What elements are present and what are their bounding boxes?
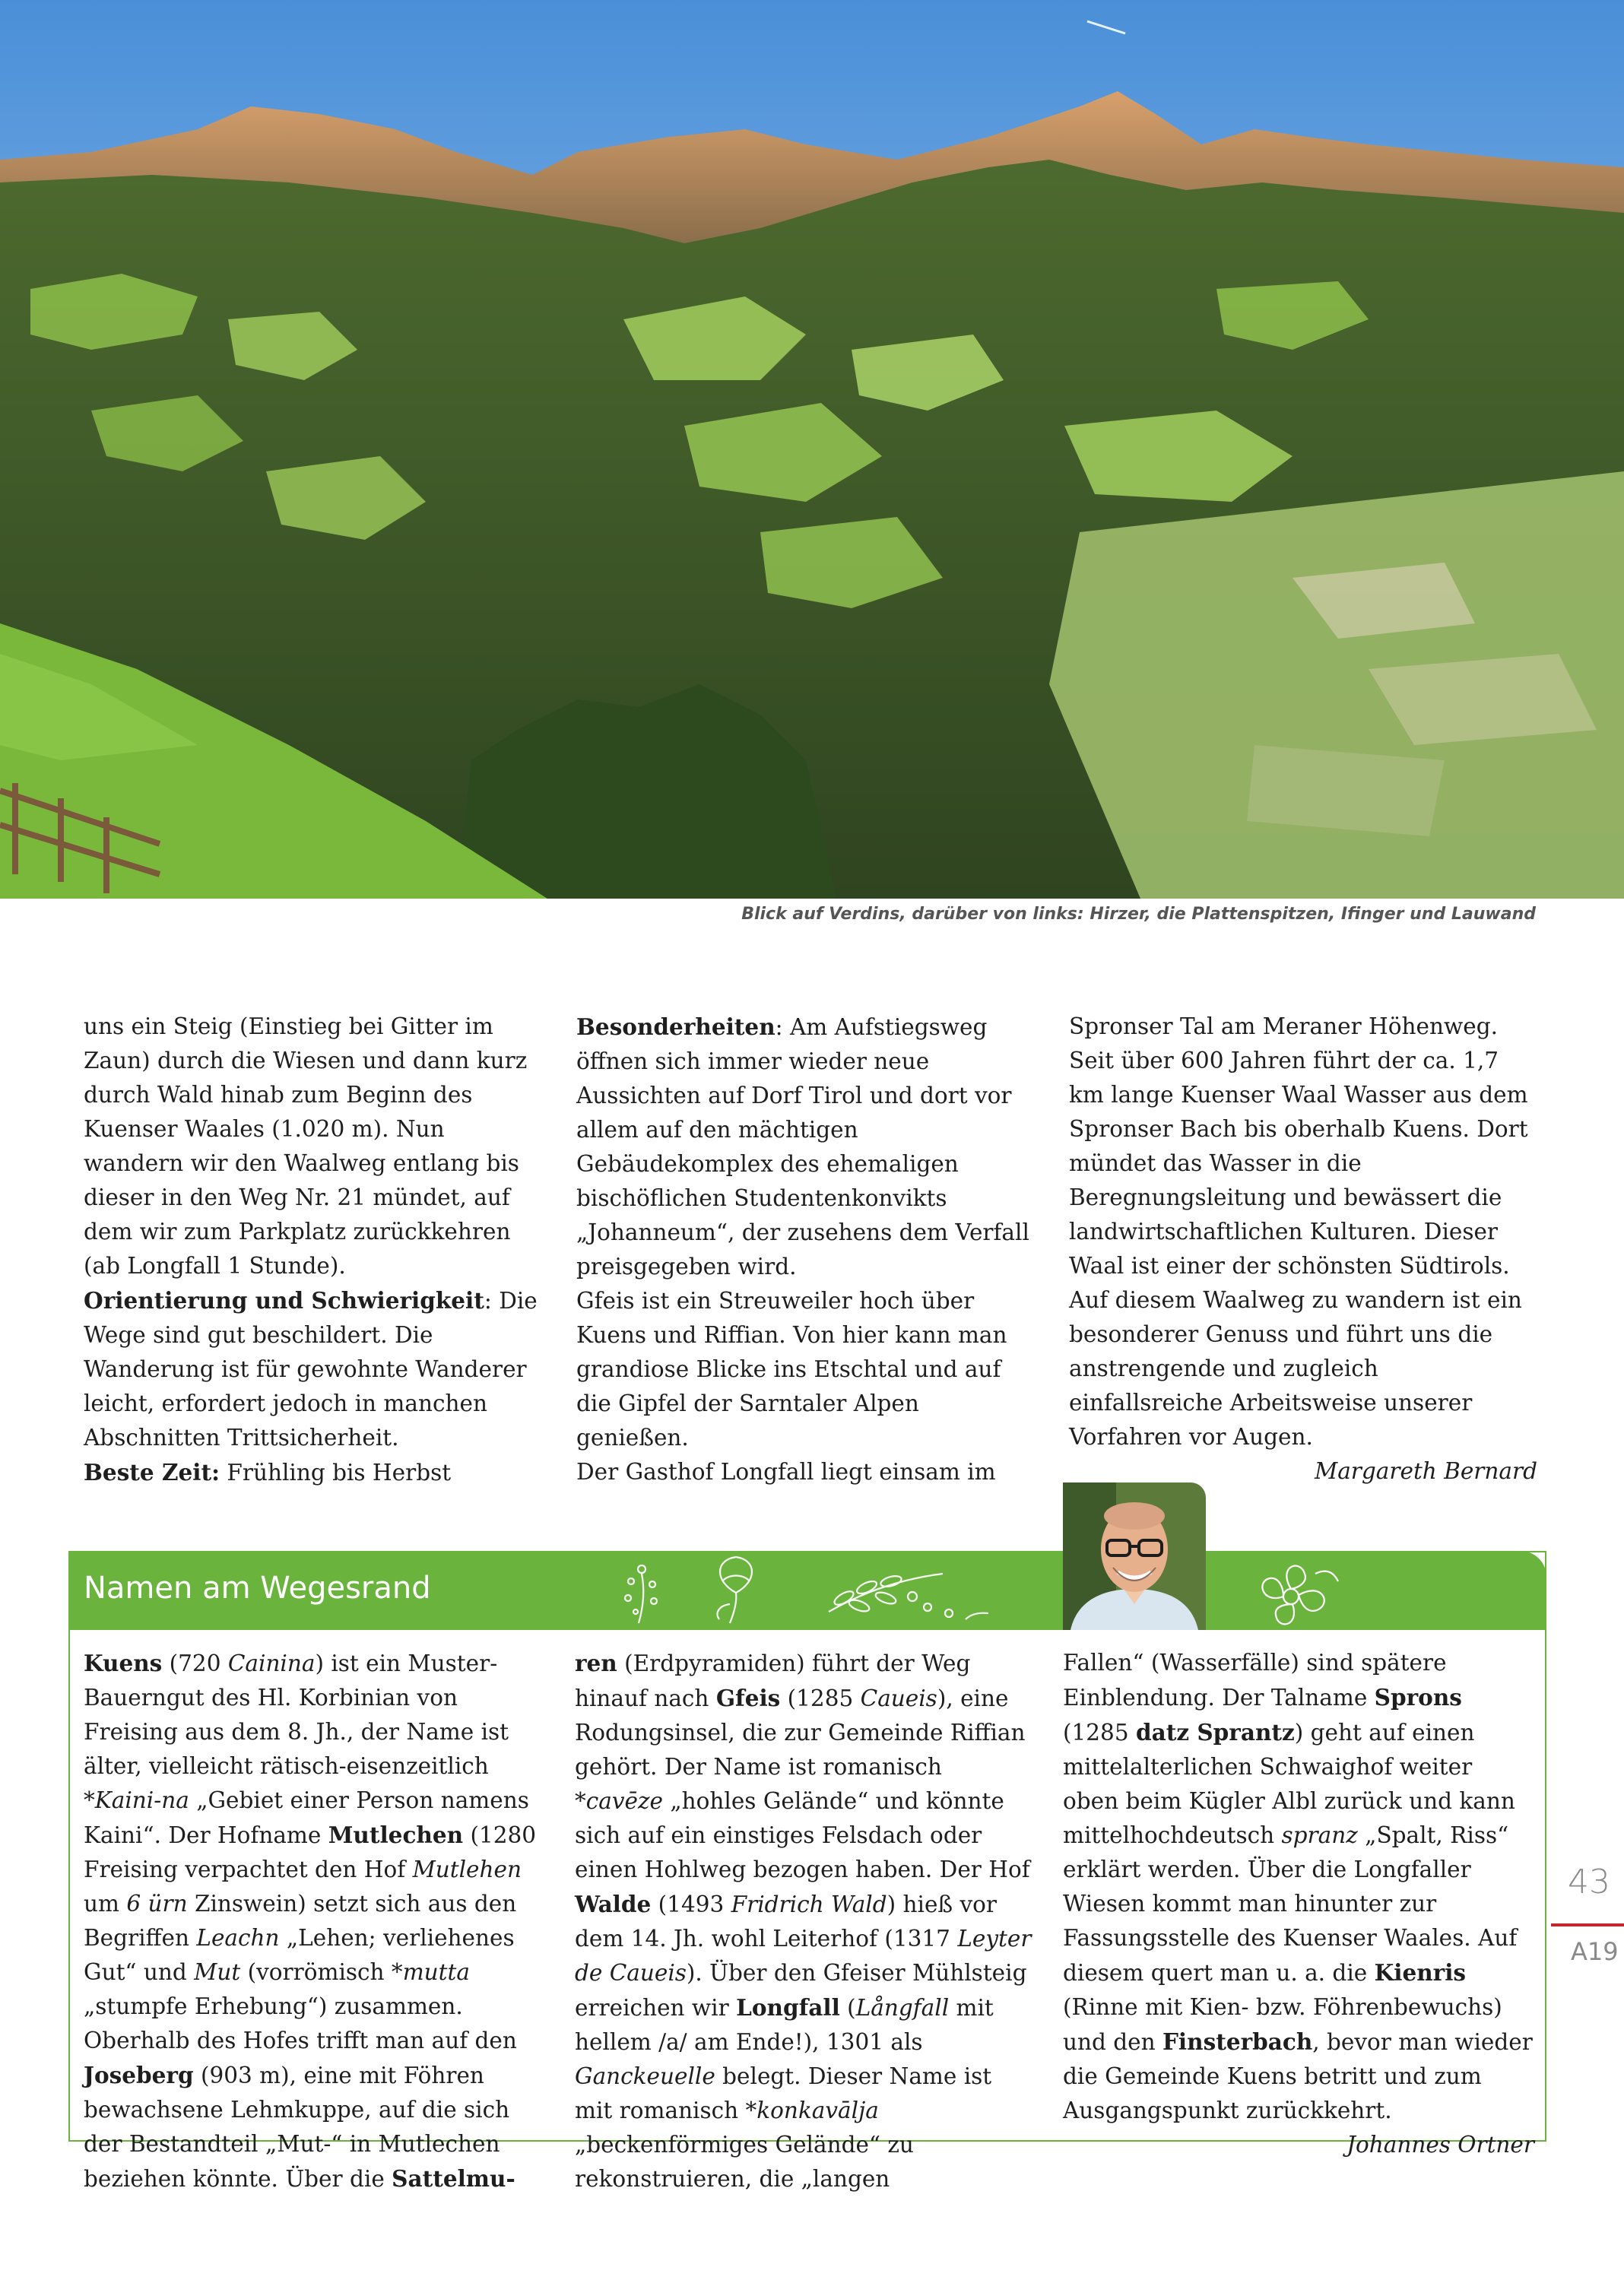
names-box-title: Namen am Wegesrand bbox=[84, 1571, 431, 1606]
place-name: ren bbox=[575, 1650, 617, 1676]
names-paragraph bbox=[84, 1646, 550, 2196]
place-name: Gfeis bbox=[715, 1685, 781, 1711]
place-name: Mutlechen bbox=[328, 1822, 464, 1848]
text-run: ) geht auf einen mittelalterlichen Schwaighof weiter oben beim Kügler Albl zurück und kann mittelhochdeutsch bbox=[1063, 1720, 1515, 1848]
place-name: Kuens bbox=[84, 1650, 163, 1676]
article-text: : Am Aufstiegsweg öffnen sich immer wieder neue Aussichten auf Dorf Tirol und dort vor allem auf den mächtigen Gebäudekomplex des ehemaligen bischöflichen Studentenkonvikts „Johanneum“, der zusehens dem Verfall preisgegeben wird. bbox=[576, 1014, 1029, 1280]
historic-form: Kaini-na bbox=[94, 1787, 189, 1813]
historic-form: Caueis bbox=[860, 1685, 937, 1711]
historic-form: Cainina bbox=[227, 1651, 316, 1676]
flower-icon bbox=[1247, 1551, 1361, 1630]
article-paragraph: Spronser Tal am Meraner Höhenweg. bbox=[1069, 1013, 1498, 1039]
text-run: mit hellem /a/ am Ende!), 1301 als bbox=[575, 1995, 994, 2055]
text-run: „beckenförmiges Gelände“ zu rekonstruieren, die „langen bbox=[575, 2132, 914, 2192]
article-text: Frühling bis Herbst bbox=[220, 1460, 452, 1486]
article-paragraph: Gfeis ist ein Streuweiler hoch über Kuens und Riffian. Von hier kann man grandiose Blicke ins Etschtal und auf die Gipfel der Sarntaler Alpen genießen. bbox=[576, 1288, 1007, 1451]
names-column-2 bbox=[575, 1646, 1036, 2196]
names-paragraph bbox=[1063, 1646, 1534, 2128]
names-paragraph bbox=[575, 1646, 1036, 2196]
place-name: datz Sprantz bbox=[1135, 1719, 1295, 1746]
text-run: belegt. Dieser Name ist mit romanisch * bbox=[575, 2063, 992, 2123]
text-run: (1285 bbox=[1063, 1720, 1136, 1746]
historic-form: Långfall bbox=[855, 1995, 950, 2021]
text-run: (1285 bbox=[780, 1685, 861, 1711]
place-name: Longfall bbox=[736, 1994, 840, 2021]
text-run: „hohles Gelände“ und könnte sich auf ein einstiges Felsdach oder einen Hohlweg bezogen haben. Der Hof bbox=[575, 1788, 1030, 1882]
historic-form: spranz bbox=[1281, 1822, 1358, 1848]
article-column-1 bbox=[84, 1010, 544, 1490]
article-column-2 bbox=[576, 1010, 1037, 1489]
section-heading: Beste Zeit: bbox=[84, 1459, 220, 1486]
article-paragraph: Der Gasthof Longfall liegt einsam im bbox=[576, 1459, 996, 1485]
text-run: Zinswein) setzt sich aus den Begriffen bbox=[84, 1891, 517, 1951]
place-name: Finsterbach bbox=[1162, 2028, 1313, 2055]
names-column-3 bbox=[1063, 1646, 1534, 2162]
article-text: uns ein Steig (Einstieg bei Gitter im Zaun) durch die Wiesen und dann kurz durch Wald hinab zum Beginn des Kuenser Waales (1.020 m). Nun wandern wir den Waalweg entlang bis dieser in den Weg Nr. 21 mündet, auf dem wir zum Parkplatz zurückkehren (ab Longfall 1 Stunde). bbox=[84, 1013, 528, 1279]
text-run: ). Über den Gfeiser Mühlsteig erreichen wir bbox=[575, 1960, 1027, 2021]
place-name: Sattelmu- bbox=[392, 2165, 515, 2192]
place-name: Sprons bbox=[1374, 1684, 1462, 1711]
text-run: (1493 bbox=[651, 1892, 731, 1917]
article-paragraph: Seit über 600 Jahren führt der ca. 1,7 km lange Kuenser Waal Wasser aus dem Spronser Bach bis oberhalb Kuens. Dort mündet das Wasser in die Beregnungsleitung und bewässert die landwirtschaftlichen Kulturen. Dieser Waal ist einer der schönsten Südtirols. Auf diesem Waalweg zu wandern ist ein besonderer Genuss und führt uns die anstrengende und zugleich einfallsreiche Arbeitsweise unserer Vorfahren vor Augen. bbox=[1069, 1048, 1528, 1450]
author-portrait bbox=[1063, 1482, 1206, 1630]
author-signature: Margareth Bernard bbox=[1315, 1458, 1537, 1484]
text-run: (903 m), eine mit Föhren bewachsene Lehmkuppe, auf die sich der Bestandteil „Mut-“ in Mutlechen beziehen könnte. Über die bbox=[84, 2063, 510, 2192]
historic-form: Leachn bbox=[196, 1925, 280, 1951]
author-signature: Johannes Ortner bbox=[1346, 2132, 1534, 2158]
historic-form: 6 ürn bbox=[126, 1891, 188, 1917]
text-run: um bbox=[84, 1891, 127, 1917]
section-heading: Orientierung und Schwierigkeit bbox=[84, 1287, 484, 1314]
article-column-3 bbox=[1069, 1010, 1537, 1489]
text-run: „Lehen; verliehenes Gut“ und bbox=[84, 1925, 515, 1985]
text-run: „stumpfe Erhebung“) zusammen. Oberhalb des Hofes trifft man auf den bbox=[84, 1993, 517, 2053]
historic-form: cavēze bbox=[585, 1788, 663, 1814]
text-run: Fallen“ (Wasserfälle) sind spätere Einblendung. Der Talname bbox=[1063, 1650, 1447, 1711]
page-number: 43 bbox=[1568, 1863, 1610, 1901]
place-name: Joseberg bbox=[84, 2062, 194, 2088]
photo-caption: Blick auf Verdins, darüber von links: Hirzer, die Plattenspitzen, Ifinger und Lauwand bbox=[741, 905, 1536, 924]
text-run: „Spalt, Riss“ erklärt werden. Über die Longfaller Wiesen kommt man hinunter zur Fassungsstelle des Kuenser Waales. Auf diesem quert man u. a. die bbox=[1063, 1822, 1518, 1986]
place-name: Kienris bbox=[1374, 1959, 1467, 1986]
text-run: „Gebiet einer Person namens Kaini“. Der Hofname bbox=[84, 1787, 529, 1848]
text-run: , bevor man wieder die Gemeinde Kuens betritt und zum Ausgangspunkt zurückkehrt. bbox=[1063, 2029, 1533, 2123]
place-name: Walde bbox=[575, 1891, 652, 1917]
text-run: (1280 Freising verpachtet den Hof bbox=[84, 1822, 537, 1882]
historic-form: Mutlehen bbox=[412, 1857, 522, 1882]
text-run: ( bbox=[839, 1995, 856, 2021]
text-run: ), eine Rodungsinsel, die zur Gemeinde Riffian gehört. Der Name ist romanisch * bbox=[575, 1685, 1026, 1814]
historic-form: konkavālja bbox=[756, 2098, 879, 2123]
text-run: (Erdpyramiden) führt der Weg hinauf nach bbox=[575, 1651, 971, 1711]
historic-form: Leyter de Caueis bbox=[575, 1926, 1032, 1986]
historic-form: mutta bbox=[402, 1959, 470, 1985]
article-text: : Die Wege sind gut beschildert. Die Wanderung ist für gewohnte Wanderer leicht, erfordert jedoch in manchen Abschnitten Trittsicherheit. bbox=[84, 1288, 538, 1451]
section-heading: Besonderheiten bbox=[576, 1013, 776, 1040]
text-run: ) hieß vor dem 14. Jh. wohl Leiterhof (1317 bbox=[575, 1892, 998, 1952]
historic-form: Mut bbox=[194, 1959, 241, 1985]
page-marker-line bbox=[1551, 1923, 1624, 1926]
text-run: (vorrömisch * bbox=[240, 1959, 403, 1985]
text-run: ) ist ein Muster-Bauerngut des Hl. Korbinian von Freising aus dem 8. Jh., der Name ist älter, vielleicht rätisch-eisenzeitlich * bbox=[84, 1651, 509, 1813]
text-run: (Rinne mit Kien- bzw. Föhrenbewuchs) und den bbox=[1063, 1994, 1502, 2055]
historic-form: Fridrich Wald bbox=[731, 1892, 887, 1917]
names-column-1 bbox=[84, 1646, 550, 2196]
text-run: (720 bbox=[162, 1651, 228, 1676]
historic-form: Ganckeuelle bbox=[575, 2063, 715, 2089]
floral-decoration-icon bbox=[608, 1551, 1034, 1630]
landscape-photo bbox=[0, 0, 1624, 899]
section-tag: A19 bbox=[1571, 1937, 1619, 1966]
